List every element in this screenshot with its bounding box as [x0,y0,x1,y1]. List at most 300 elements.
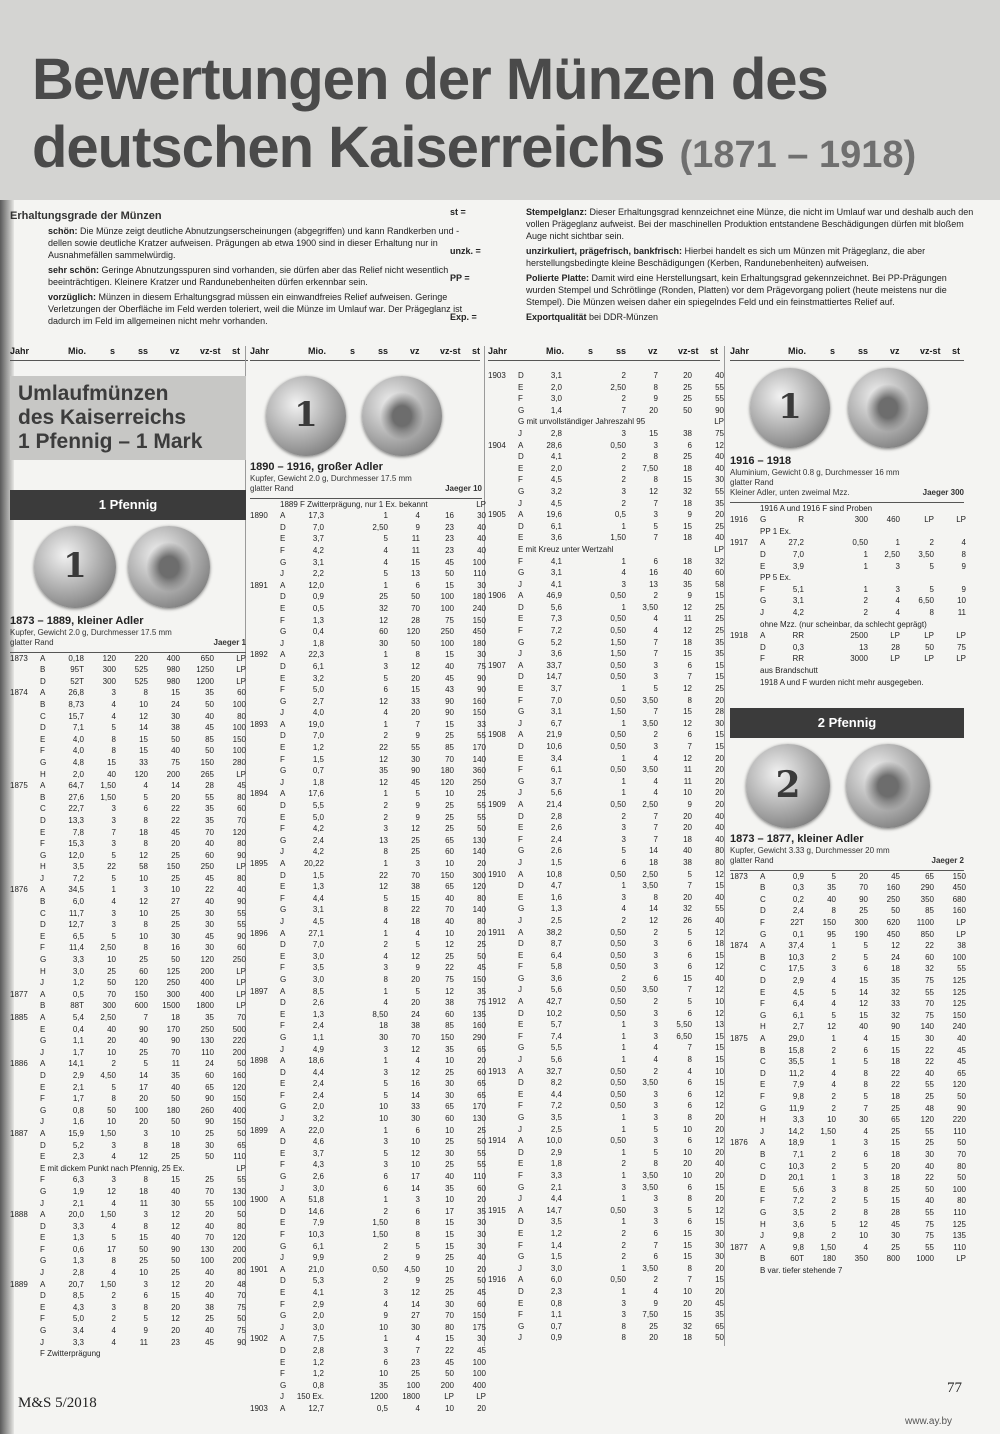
cell-mio: 10,2 [546,1008,562,1018]
cell-yr: 1903 [488,371,506,380]
cell-ss: 6 [143,804,148,814]
cell-vs: 43 [445,685,454,695]
cell-vs: 30 [925,1034,934,1043]
cell-ss: 14 [139,723,148,733]
table-row [488,695,724,707]
cell-vz: 25 [411,1369,420,1379]
cell-vz: 25 [171,920,180,930]
cell-mio: 0,4 [312,627,324,637]
cell-ss: 13 [859,642,868,652]
table-row [730,882,964,894]
cell-vs: 55 [925,987,934,997]
cell-mio: 0,9 [792,871,804,881]
cell-mm: F [280,1090,285,1100]
cell-st: 140 [472,847,486,857]
cell-st: 75 [237,1326,246,1336]
cell-st: 20 [715,753,724,763]
cell-st: 130 [232,1186,246,1196]
row-note: F Zwitterprägung [40,1349,101,1359]
cell-mio: 3,0 [312,974,324,984]
cell-ss: 33 [139,757,148,767]
cell-ss: 8 [383,847,388,857]
table-row [10,1209,246,1221]
cell-ss: 2 [383,731,388,741]
cell-st: 25 [715,626,724,636]
cell-mio: 4,6 [312,1137,324,1147]
cell-st: 65 [477,1044,486,1054]
cell-vs: 130 [200,1244,214,1254]
cell-ss: 0,50 [610,950,626,960]
cell-st: 135 [472,1009,486,1019]
coin-edge: glatter Rand Jaeger 1 [10,637,246,647]
cell-st: 100 [232,699,246,709]
cell-mm: E [760,1080,766,1090]
grade-key [10,225,48,237]
cell-mio: 7,0 [312,731,324,741]
cell-vs: 15 [683,649,692,659]
table-row [10,954,246,966]
table-row [730,630,964,642]
column-header-vz: vz [410,346,420,356]
cell-vs: 40 [683,846,692,856]
cell-vs: 18 [683,463,692,473]
cell-st: 20 [715,1263,724,1273]
cell-vs: 5 [929,584,934,594]
cell-ss: 3000 [850,654,868,664]
table-row [488,1147,724,1159]
cell-mm: A [518,730,524,740]
cell-mm: D [518,742,524,751]
cell-st: 30 [715,1240,724,1250]
cell-mm: D [760,906,766,916]
cell-mm: C [760,894,766,904]
cell-vz: 4 [895,596,900,606]
cell-mio: 5,5 [312,801,324,811]
table-row [250,696,486,708]
cell-ss: 2 [621,973,626,983]
cell-vz: 6 [653,556,658,566]
cell-mio: 22T [790,918,804,928]
cell-mio: 19,0 [308,719,324,729]
cell-vz: 4 [653,776,658,786]
cell-st: 75 [957,642,966,652]
table-row [250,1241,486,1253]
cell-st: 11 [957,607,966,617]
cell-s: 1 [831,1057,836,1067]
cell-vz: 6 [653,1252,658,1262]
cell-vz: 40 [171,1082,180,1092]
cell-st: 80 [237,1268,246,1278]
cell-yr: 1875 [10,781,28,791]
cell-vs: 12 [445,940,454,950]
table-row [250,1078,486,1090]
cell-mm: J [518,788,522,798]
coin-edge: glatter Rand [730,477,774,487]
cell-st: 45 [957,1045,966,1055]
cell-ss: 1 [621,602,626,612]
cell-mio: 3,0 [550,394,562,404]
table-row [250,986,486,998]
cell-mm: D [518,672,524,682]
cell-mm: E [760,1184,766,1194]
cell-vs: 60 [205,850,214,860]
title-line-2: deutschen Kaiserreichs [32,115,665,180]
table-row [10,1267,246,1279]
coin-obverse-image: 2 [746,744,830,828]
cell-st: 40 [715,811,724,821]
table-row [250,1345,486,1357]
cell-st: 110 [953,1207,966,1217]
table-row [488,799,724,811]
cell-mm: F [40,1094,45,1104]
cell-st: 15 [715,1078,724,1088]
cell-mio: 7,2 [792,1196,804,1206]
table-row [250,522,486,534]
table-row [250,1380,486,1392]
grade-definition [10,264,480,288]
cell-ss: 1200 [370,1392,388,1402]
cell-vz: 4 [653,1286,658,1296]
cell-ss: 0,50 [610,997,626,1007]
cell-ss: 10 [139,931,148,941]
cell-vz: 70 [411,870,420,880]
cell-st: 140 [472,905,486,915]
cell-st: 175 [472,1322,486,1332]
cell-vz: 3 [653,440,658,450]
cell-mio: 6,5 [72,931,84,941]
cell-mm: B [40,897,46,907]
cell-ss: 0,50 [610,869,626,879]
cell-ss: 8 [143,815,148,825]
column-header-jahr: Jahr [730,346,750,356]
cell-vs: 25 [445,801,454,811]
grade-term: sehr schön: [48,265,102,275]
cell-yr: 1909 [488,799,506,809]
row-note: ohne Mzz. (nur scheinbar, da schlecht geprägt) [760,619,927,629]
table-row [250,1055,486,1067]
cell-s: 5 [111,1233,116,1243]
cell-st: 90 [715,405,724,415]
table-row [250,649,486,661]
table-row [730,1161,964,1173]
cell-ss: 3 [143,885,148,895]
cell-s: 3 [831,964,836,974]
cell-st: 60 [477,1183,486,1193]
cell-vz: 50 [171,955,180,965]
cell-mm: E [518,1159,524,1169]
cell-mio: 6,1 [792,1010,804,1020]
cell-yr: 1873 [10,653,28,663]
cell-vz: 14 [411,1183,420,1193]
table-row [250,1333,486,1345]
cell-vs: 6 [687,730,692,740]
cell-vs: 100 [440,638,454,648]
cell-st: 90 [237,931,246,941]
cell-mm: J [518,718,522,728]
cell-vs: 45 [205,723,214,733]
coin-type-title: 1916 – 1918 [730,455,792,467]
cell-s: 10 [827,1115,836,1125]
cell-vs: 10 [445,1125,454,1135]
cell-mio: 7,2 [550,626,562,636]
cell-vz: 35 [171,1070,180,1080]
table-row [250,788,486,800]
cell-mio: 7,8 [72,827,84,837]
cell-mm: F [280,615,285,625]
cell-mio: 3,3 [792,1115,804,1125]
cell-mio: 5,6 [550,985,562,995]
cell-st: 13 [715,1020,724,1030]
cell-mio: 13,3 [68,815,84,825]
cell-vz: 15 [649,428,658,438]
cell-ss: 10 [139,1268,148,1278]
table-row [488,938,724,950]
cell-ss: 3 [383,1287,388,1297]
cell-mio: 10,3 [788,952,804,962]
cell-mio: 88T [70,1001,84,1011]
cell-mm: F [760,1196,765,1206]
cell-mio: 10,6 [546,742,562,751]
grades-left [10,210,480,327]
cell-vs: 90 [445,696,454,706]
cell-vs: 6 [687,1182,692,1192]
cell-vz: 10 [171,885,180,895]
cell-mio: 4,4 [550,1089,562,1099]
cell-mm: G [280,766,287,776]
cell-st: 28 [715,707,724,717]
cell-mio: 11,4 [69,943,84,953]
cell-mio: 60T [790,1254,804,1264]
cell-mm: A [40,1279,46,1289]
table-row [10,908,246,920]
cell-mm: D [518,602,524,612]
cell-mm: E [518,1228,524,1238]
cell-vs: 6,50 [918,596,934,606]
cell-s: 2,50 [100,1013,116,1022]
cell-st: 45 [477,1287,486,1297]
cell-ss: 60 [139,966,148,976]
cell-mm: D [40,1070,46,1080]
cell-ss: 2 [621,915,626,925]
cell-vz: 25 [171,1152,180,1162]
cell-vz: 11 [171,1059,180,1069]
cell-mio: 3,0 [550,1263,562,1273]
cell-vz: 28 [891,642,900,652]
cell-vz: 3,50 [642,1078,658,1088]
cell-s: 3 [111,688,116,698]
cell-st: 60 [715,568,724,578]
cell-st: 75 [477,998,486,1008]
cell-mm: F [518,1101,523,1111]
cell-mm: B [40,665,46,675]
table-row [10,1348,246,1360]
cell-vs: 40 [683,568,692,578]
cell-st: 400 [232,1105,246,1115]
cell-s: 2 [831,1196,836,1206]
table-header-2 [250,344,480,361]
cell-ss: 5 [383,893,388,903]
cell-s: 3 [111,839,116,849]
cell-mm: E [760,561,766,571]
cell-vz: 800 [886,1254,900,1264]
cell-st: 90 [237,1337,246,1347]
cell-st: 25 [477,1125,486,1135]
price-table [10,653,246,1360]
cell-st: 70 [237,1013,246,1022]
cell-ss: 3 [143,1210,148,1220]
cell-vs: 32 [683,1321,692,1331]
cell-vs: 10 [445,859,454,868]
cell-mm: J [518,857,522,867]
cell-mm: E [40,1082,46,1092]
cell-mio: 0,9 [312,592,324,602]
cell-vz: 33 [411,1102,420,1112]
table-header-4 [730,344,964,361]
cell-ss: 1 [383,859,388,868]
cell-mm: G [518,707,525,717]
table-row [488,1332,724,1344]
table-row [250,812,486,824]
cell-vz: 22 [171,804,180,814]
cell-mm: F [518,556,523,566]
cell-mio: 3,4 [72,1326,84,1336]
coin-reverse-image [846,744,930,828]
cell-mm: A [280,859,286,868]
cell-s: 1,50 [100,792,116,802]
cell-vz: 3,50 [642,718,658,728]
table-row [730,1219,964,1231]
cell-vs: 32 [925,964,934,974]
cell-vz: 15 [891,1138,900,1148]
cell-st: 90 [477,685,486,695]
table-row [10,1325,246,1337]
cell-vs: 38 [445,998,454,1008]
table-row [488,625,724,637]
cell-mm: G [280,1032,287,1042]
cell-vs: 120 [440,777,454,787]
cell-st: 100 [232,1198,246,1208]
column-header-s: s [588,346,594,356]
cell-st: 15 [715,1217,724,1227]
cell-vs: 22 [925,941,934,951]
cell-mio: 6,0 [72,897,84,907]
cell-ss: 60 [379,627,388,637]
cell-mm: J [518,1124,522,1134]
table-row [10,919,246,931]
cell-ss: 2,50 [372,522,388,532]
cell-vs: 100 [440,603,454,613]
cell-vz: 20 [411,708,420,718]
cell-mio: 0,18 [68,653,84,663]
cell-vs: 400 [200,978,214,988]
cell-st: 25 [715,684,724,694]
cell-vs: 75 [925,976,934,986]
cell-vz: 6 [415,1206,420,1216]
cell-vz: 20 [891,1161,900,1171]
cell-mm: D [518,1008,524,1018]
cell-s: 50 [107,978,116,988]
cell-s: 2 [831,1149,836,1159]
cell-mio: 5,5 [550,1043,562,1053]
cell-vs: 30 [205,943,214,953]
cell-mio: 38,2 [546,927,562,937]
cell-mio: 3,3 [72,955,84,965]
cell-mio: 2,0 [550,463,562,473]
table-row [488,405,724,417]
table-row [10,884,246,896]
cell-vs: 60 [445,847,454,857]
cell-ss: 1 [621,1147,626,1157]
cell-vs: 24 [205,1059,214,1069]
table-row [10,722,246,734]
cell-mm: H [40,966,46,976]
cell-st: 45 [957,1057,966,1067]
cell-ss: 2 [863,596,868,606]
cell-vz: 1800 [402,1392,420,1402]
cell-yr: 1876 [10,885,28,895]
denomination-header: 1 Pfennig [10,490,246,520]
cell-mm: H [40,862,46,872]
cell-st: LP [236,653,246,663]
table-row [488,869,724,881]
cell-mm: J [518,1194,522,1204]
table-row [10,1151,246,1163]
cell-st: 30 [477,580,486,590]
cell-vz: 11 [411,545,420,555]
cell-ss: 35 [379,766,388,776]
cell-mm: A [760,1242,766,1252]
cell-ss: 5 [863,941,868,951]
table-row [250,1217,486,1229]
table-row [10,1093,246,1105]
cell-ss: 17 [139,1082,148,1092]
grade-term: schön: [48,226,81,236]
cell-mm: B [760,1045,766,1055]
cell-mio: 2,9 [550,1147,562,1157]
cell-vs: 25 [205,1314,214,1324]
cell-mio: 3,5 [72,862,84,872]
cell-vz: 20 [171,1326,180,1336]
cell-ss: 1 [383,928,388,938]
cell-ss: 2 [383,1206,388,1216]
cell-st: 200 [232,1047,246,1057]
cell-st: 150 [232,1117,246,1127]
cell-vs: LP [444,1392,454,1402]
cell-vz: 45 [411,777,420,787]
table-row [250,591,486,603]
column-header-vz-st: vz-st [920,346,941,356]
cell-mm: E [518,892,524,902]
table-row [10,664,246,676]
cell-st: 40 [715,973,724,983]
cell-mio: 4,5 [550,498,562,508]
cell-mm: A [760,538,766,548]
cell-vs: 5 [929,561,934,571]
table-row [250,800,486,812]
cell-vz: 18 [171,1140,180,1150]
cell-ss: 150 [134,989,148,999]
coin-note: Kleiner Adler, unten zweimal Mzz. Jaeger 300 [730,487,964,497]
price-table [488,370,724,1344]
table-row [488,903,724,915]
cell-vz: 14 [171,781,180,791]
cell-ss: 4 [383,545,388,555]
table-row [10,1279,246,1291]
cell-st: 10 [957,596,966,606]
cell-ss: 5 [863,952,868,962]
coin-spec: Kupfer, Gewicht 2.0 g, Durchmesser 17.5 mm [10,627,172,637]
cell-vz: 9 [653,1298,658,1308]
